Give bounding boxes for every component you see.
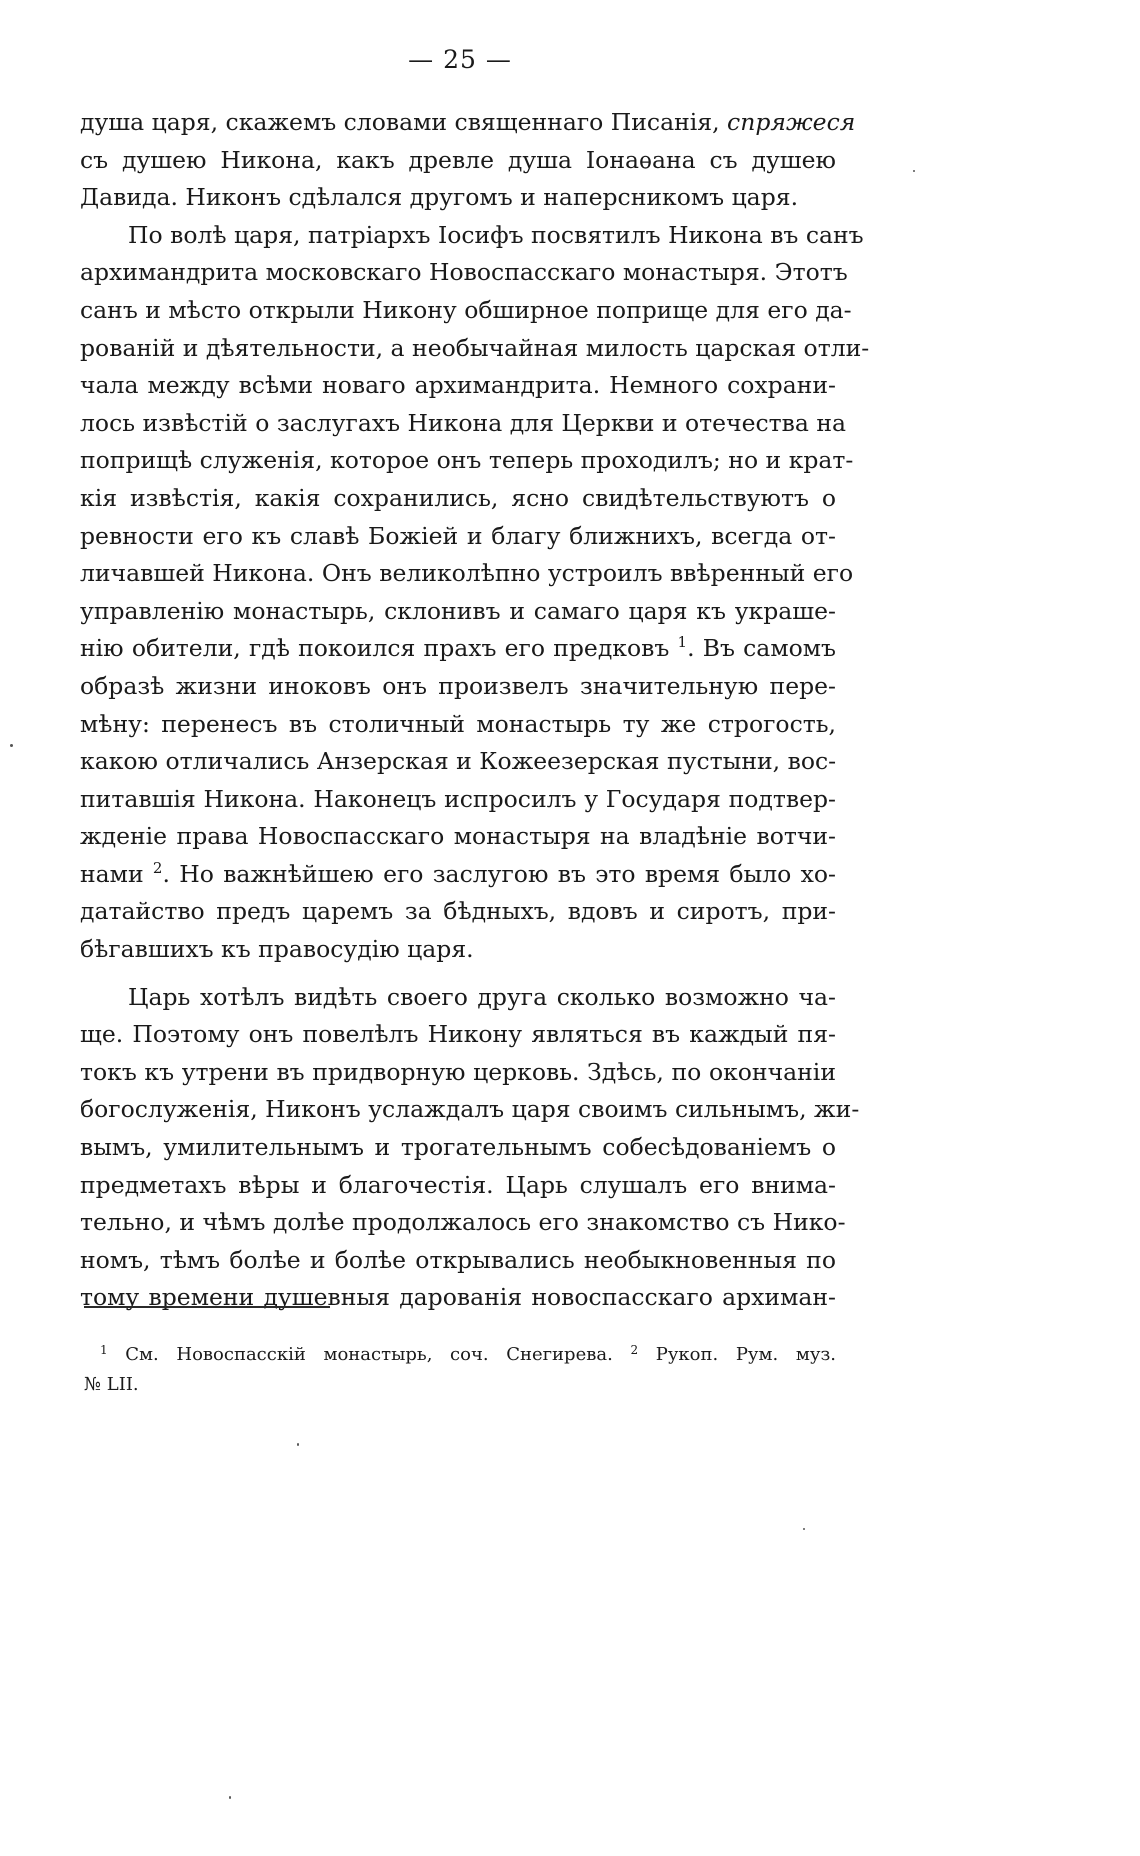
text-line: нію обители, гдѣ покоился прахъ его предковъ $^1$. Въ самомъ — [80, 633, 836, 663]
footnote-1-text: См. Новоспасскій монастырь, соч. Снегирева. — [125, 1344, 613, 1365]
text-line: душа царя, скажемъ словами священнаго Писанія, спряжеся — [80, 108, 856, 136]
footnote-ref-1[interactable]: 1 — [677, 633, 688, 652]
text-line: образѣ жизни иноковъ онъ произвелъ значительную пере- — [80, 671, 836, 700]
footnotes — [84, 1340, 836, 1400]
footnote-ref-2[interactable]: 2 — [152, 858, 163, 877]
text-line: Царь хотѣлъ видѣть своего друга сколько возможно ча- — [128, 982, 836, 1011]
text-line: личавшей Никона. Онъ великолѣпно устроилъ ввѣренный его — [80, 559, 854, 588]
text-line: бѣгавшихъ къ правосудію царя. — [80, 935, 474, 964]
text-line: питавшія Никона. Наконецъ испросилъ у Государя подтвер- — [80, 784, 836, 813]
text-line: съ душею Никона, какъ древле душа Іонаѳана съ душею — [80, 145, 836, 174]
text-line: номъ, тѣмъ болѣе и болѣе открывались необыкновенныя по — [80, 1245, 836, 1274]
page-number: — 25 — — [408, 45, 512, 74]
body-text — [80, 104, 870, 1317]
text-line: тельно, и чѣмъ долѣе продолжалось его знакомство съ Нико- — [80, 1208, 846, 1237]
text-line: ревности его къ славѣ Божіей и благу ближнихъ, всегда от- — [80, 521, 836, 550]
text-line: управленію монастырь, склонивъ и самаго царя къ украше- — [80, 596, 836, 625]
paragraph-3 — [80, 979, 860, 1317]
text-line: поприщѣ служенія, которое онъ теперь проходилъ; но и крат- — [80, 446, 854, 475]
footnote-line: № LII. — [84, 1374, 139, 1395]
text-line: датайство предъ царемъ за бѣдныхъ, вдовъ и сиротъ, при- — [80, 897, 836, 926]
footnote-2-text: Рукоп. Рум. муз. — [655, 1344, 836, 1365]
text-line: нами $^2$. Но важнѣйшею его заслугою въ это время было хо- — [80, 858, 836, 888]
text-line: предметахъ вѣры и благочестія. Царь слушалъ его внима- — [80, 1170, 836, 1199]
paragraph-2 — [80, 217, 870, 969]
text-line: мѣну: перенесъ въ столичный монастырь ту же строгость, — [80, 709, 836, 738]
paragraph-spacer — [80, 969, 836, 979]
text-line: лось извѣстій о заслугахъ Никона для Церкви и отечества на — [80, 408, 847, 437]
text-line: По волѣ царя, патріархъ Іосифъ посвятилъ Никона въ санъ — [128, 220, 864, 249]
text-line: чала между всѣми новаго архимандрита. Немного сохрани- — [80, 371, 836, 400]
text-line: жденіе права Новоспасскаго монастыря на владѣніе вотчи- — [80, 822, 836, 851]
text-line: ще. Поэтому онъ повелѣлъ Никону являться въ каждый пя- — [80, 1020, 836, 1049]
text-line: какою отличались Анзерская и Кожеезерская пустыни, вос- — [80, 747, 837, 776]
paragraph-1 — [80, 104, 856, 217]
text-line: Давида. Никонъ сдѣлался другомъ и наперсникомъ царя. — [80, 183, 799, 212]
text-line: рованій и дѣятельности, а необычайная милость царская отли- — [80, 333, 870, 362]
text-line: архимандрита московскаго Новоспасскаго монастыря. Этотъ — [80, 258, 848, 287]
text-line: тому времени душевныя дарованія новоспасскаго архиман- — [80, 1283, 836, 1312]
text-line: богослуженія, Никонъ услаждалъ царя своимъ сильнымъ, жи- — [80, 1095, 860, 1124]
print-speck — [10, 744, 13, 747]
print-speck — [297, 1443, 299, 1446]
footnote-marker-2: 2 — [630, 1343, 639, 1357]
text-line: вымъ, умилительнымъ и трогательнымъ собесѣдованіемъ о — [80, 1133, 836, 1162]
text-line: токъ къ утрени въ придворную церковь. Здѣсь, по окончаніи — [80, 1057, 836, 1086]
text-line: кія извѣстія, какія сохранились, ясно свидѣтельствуютъ о — [80, 483, 836, 512]
italic-word: спряжеся — [727, 108, 856, 136]
footnote-separator — [84, 1306, 330, 1308]
text-line: санъ и мѣсто открыли Никону обширное поприще для его да- — [80, 295, 852, 324]
print-speck — [913, 170, 915, 172]
footnote-line — [84, 1340, 836, 1370]
print-speck — [229, 1796, 231, 1799]
footnote-marker-1: 1 — [100, 1343, 108, 1357]
print-speck — [803, 1528, 805, 1530]
